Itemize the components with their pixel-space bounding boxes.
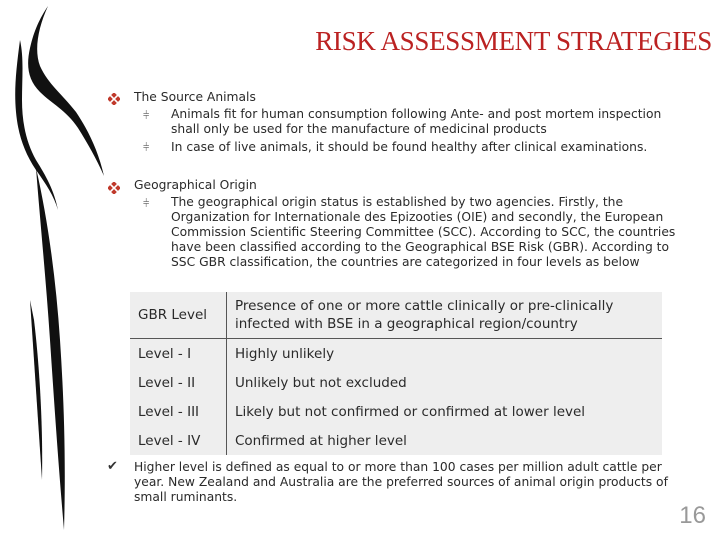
table-cell: Level - IV: [130, 426, 227, 455]
table-header-row: [130, 292, 662, 339]
table-cell: Level - I: [130, 339, 227, 369]
table-header-cell: Presence of one or more cattle clinically or pre-clinically infected with BSE in a geographical region/country: [227, 292, 663, 339]
table-cell: Likely but not confirmed or confirmed at lower level: [235, 403, 586, 420]
sub-bullet-icon: ⫩: [143, 141, 150, 154]
table-cell: Level - III: [130, 397, 227, 426]
diamond-bullet-icon: [108, 182, 120, 194]
sub-bullet-icon: ⫩: [143, 109, 150, 122]
table-row: [130, 426, 662, 455]
table-cell: Level - II: [130, 368, 227, 397]
sub-bullet-text: Animals fit for human consumption following Ante- and post mortem inspection shall only be used for the manufacture of medicinal products: [171, 107, 662, 136]
decorative-swoosh: [0, 0, 120, 540]
table-header-cell: GBR Level: [130, 292, 227, 339]
sub-bullet-text: The geographical origin status is established by two agencies. Firstly, the Organization for Internationale des Epizooties (OIE) and secondly, the European Commission Scientific Steering Committee (SCC). According to SCC, the countries have been classified according to the Geographical BSE Risk (GBR). According to SSC GBR classification, the countries are categorized in four levels as below: [171, 195, 676, 269]
table-row: [130, 339, 662, 369]
table-row: [130, 397, 662, 426]
bullet-text: Higher level is defined as equal to or more than 100 cases per million adult cattle per year. New Zealand and Australia are the preferred sources of animal origin products of small ruminants.: [134, 460, 668, 504]
sub-bullet-icon: ⫩: [143, 197, 150, 210]
table-cell: Confirmed at higher level: [235, 432, 407, 449]
gbr-table: [130, 292, 662, 455]
page-number: 16: [679, 502, 706, 529]
sub-bullet-text: In case of live animals, it should be found healthy after clinical examinations.: [171, 140, 648, 154]
checkmark-bullet-icon: ✔: [107, 459, 118, 474]
bullet-text: Geographical Origin: [134, 178, 257, 192]
slide-title: RISK ASSESSMENT STRATEGIES: [315, 26, 712, 56]
bullet-text: The Source Animals: [134, 90, 256, 104]
table-cell: Unlikely but not excluded: [235, 374, 407, 391]
table-cell: Highly unlikely: [235, 345, 335, 362]
table-row: [130, 368, 662, 397]
diamond-bullet-icon: [108, 93, 120, 105]
